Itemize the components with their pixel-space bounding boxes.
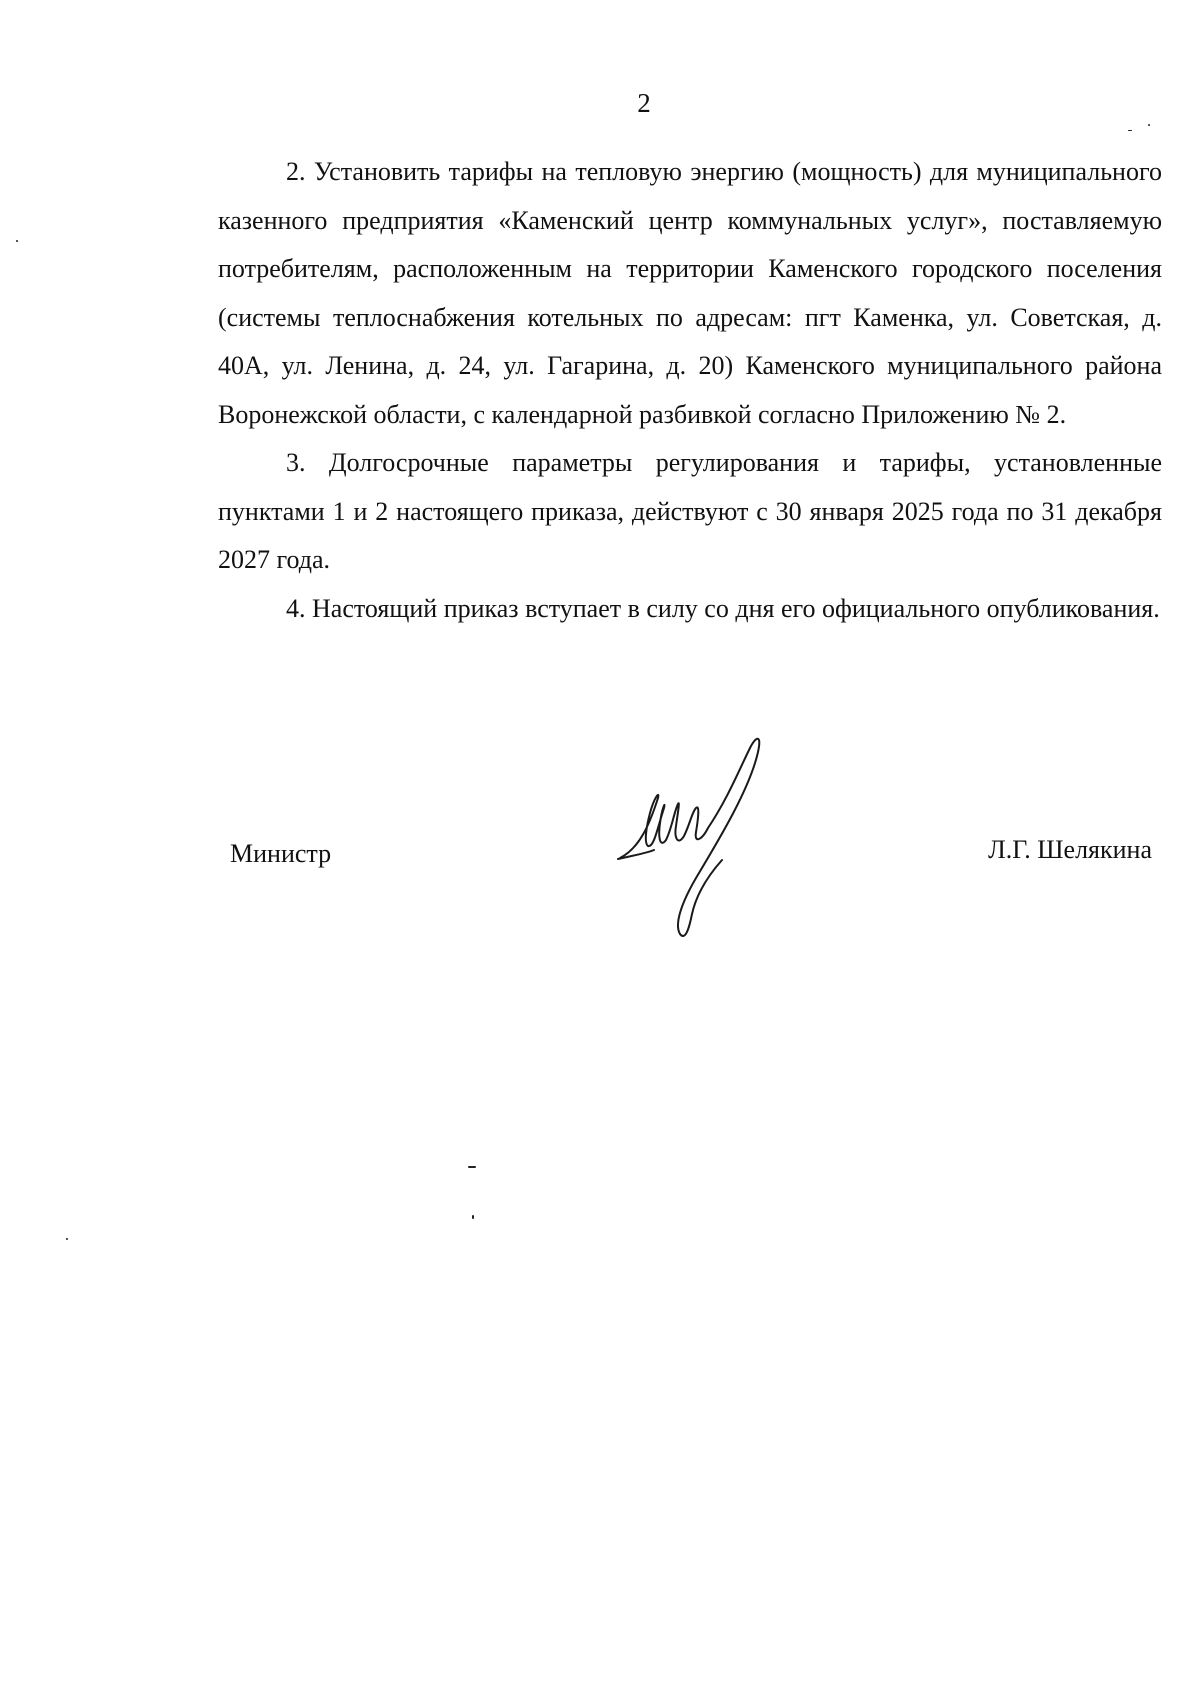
paragraph-4: 4. Настоящий приказ вступает в силу со дня его официального опубликования. — [286, 593, 1160, 623]
scan-speck — [1148, 124, 1150, 126]
scan-speck — [16, 240, 18, 242]
document-body — [218, 148, 1162, 633]
scan-speck — [472, 1215, 474, 1219]
signer-position: Министр — [230, 839, 332, 868]
signature-block — [0, 830, 1200, 880]
paragraph-3: 3. Долгосрочные параметры регулирования и тарифы, установленные пунктами 1 и 2 настоящего приказа, действуют с 30 января 2025 года по 31 декабря 2027 года. — [218, 448, 1162, 574]
scan-speck — [66, 1238, 68, 1240]
scan-speck — [1128, 130, 1132, 131]
signer-name: Л.Г. Шелякина — [988, 835, 1152, 864]
scan-speck — [468, 1166, 476, 1168]
paragraph-2: 2. Установить тарифы на тепловую энергию (мощность) для муниципального казенного предприятия «Каменский центр коммунальных услуг», поставляемую потребителям, расположенным на территории Каменского городского поселения (системы теплоснабжения котельных по адресам: пгт Каменка, ул. Советская, д. 40А, ул. Ленина, д. 24, ул. Гагарина, д. 20) Каменского муниципального района Воронежской области, с календарной разбивкой согласно Приложению № 2. — [218, 157, 1162, 429]
page-number: 2 — [637, 88, 651, 118]
